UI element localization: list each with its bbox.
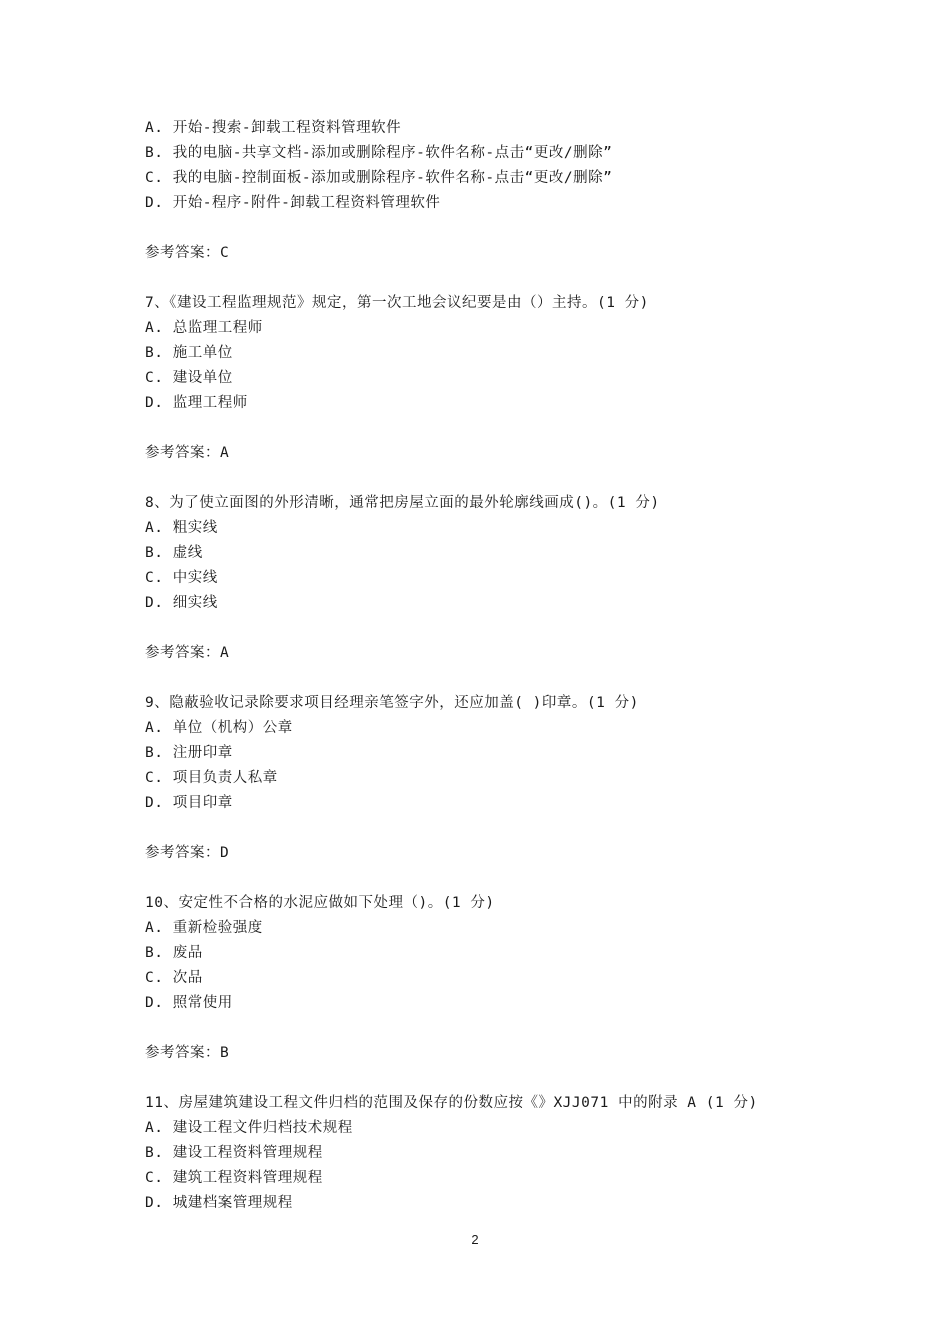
answer: 参考答案：D [145, 845, 230, 861]
option-a: A. 单位（机构）公章 [145, 720, 293, 736]
option-b: B. 注册印章 [145, 745, 233, 761]
question-stem: 7、《建设工程监理规范》规定，第一次工地会议纪要是由（）主持。(1 分) [145, 295, 649, 311]
answer: 参考答案：C [145, 245, 230, 261]
option-d: D. 项目印章 [145, 795, 233, 811]
answer: 参考答案：A [145, 445, 230, 461]
page-content [145, 116, 845, 1216]
option-b: B. 虚线 [145, 545, 203, 561]
option-c: C. 中实线 [145, 570, 218, 586]
question-8 [145, 491, 845, 666]
question-10 [145, 891, 845, 1066]
option-a: A. 粗实线 [145, 520, 218, 536]
option-b: B. 施工单位 [145, 345, 233, 361]
option-d: D. 城建档案管理规程 [145, 1195, 293, 1211]
previous-question-options [145, 116, 845, 216]
answer: 参考答案：B [145, 1045, 230, 1061]
option-c: C. 我的电脑-控制面板-添加或删除程序-软件名称-点击“更改/删除” [145, 170, 613, 186]
option-c: C. 建设单位 [145, 370, 233, 386]
page-number: 2 [471, 1232, 479, 1247]
option-b: B. 建设工程资料管理规程 [145, 1145, 323, 1161]
option-c: C. 项目负责人私章 [145, 770, 278, 786]
question-stem: 8、为了使立面图的外形清晰，通常把房屋立面的最外轮廓线画成()。(1 分) [145, 495, 660, 511]
question-7 [145, 291, 845, 466]
option-b: B. 我的电脑-共享文档-添加或删除程序-软件名称-点击“更改/删除” [145, 145, 613, 161]
option-a: A. 开始-搜索-卸载工程资料管理软件 [145, 120, 402, 136]
question-stem: 10、安定性不合格的水泥应做如下处理（)。(1 分) [145, 895, 495, 911]
option-d: D. 监理工程师 [145, 395, 248, 411]
question-stem: 9、隐蔽验收记录除要求项目经理亲笔签字外，还应加盖( )印章。(1 分) [145, 695, 639, 711]
question-11 [145, 1091, 845, 1216]
option-d: D. 开始-程序-附件-卸载工程资料管理软件 [145, 195, 441, 211]
option-a: A. 总监理工程师 [145, 320, 263, 336]
option-a: A. 重新检验强度 [145, 920, 263, 936]
question-9 [145, 691, 845, 866]
option-d: D. 照常使用 [145, 995, 233, 1011]
option-b: B. 废品 [145, 945, 203, 961]
answer: 参考答案：A [145, 645, 230, 661]
option-c: C. 建筑工程资料管理规程 [145, 1170, 323, 1186]
option-c: C. 次品 [145, 970, 203, 986]
question-stem: 11、房屋建筑建设工程文件归档的范围及保存的份数应按《》XJJ071 中的附录 A (1 分) [145, 1095, 758, 1111]
option-d: D. 细实线 [145, 595, 218, 611]
option-a: A. 建设工程文件归档技术规程 [145, 1120, 353, 1136]
